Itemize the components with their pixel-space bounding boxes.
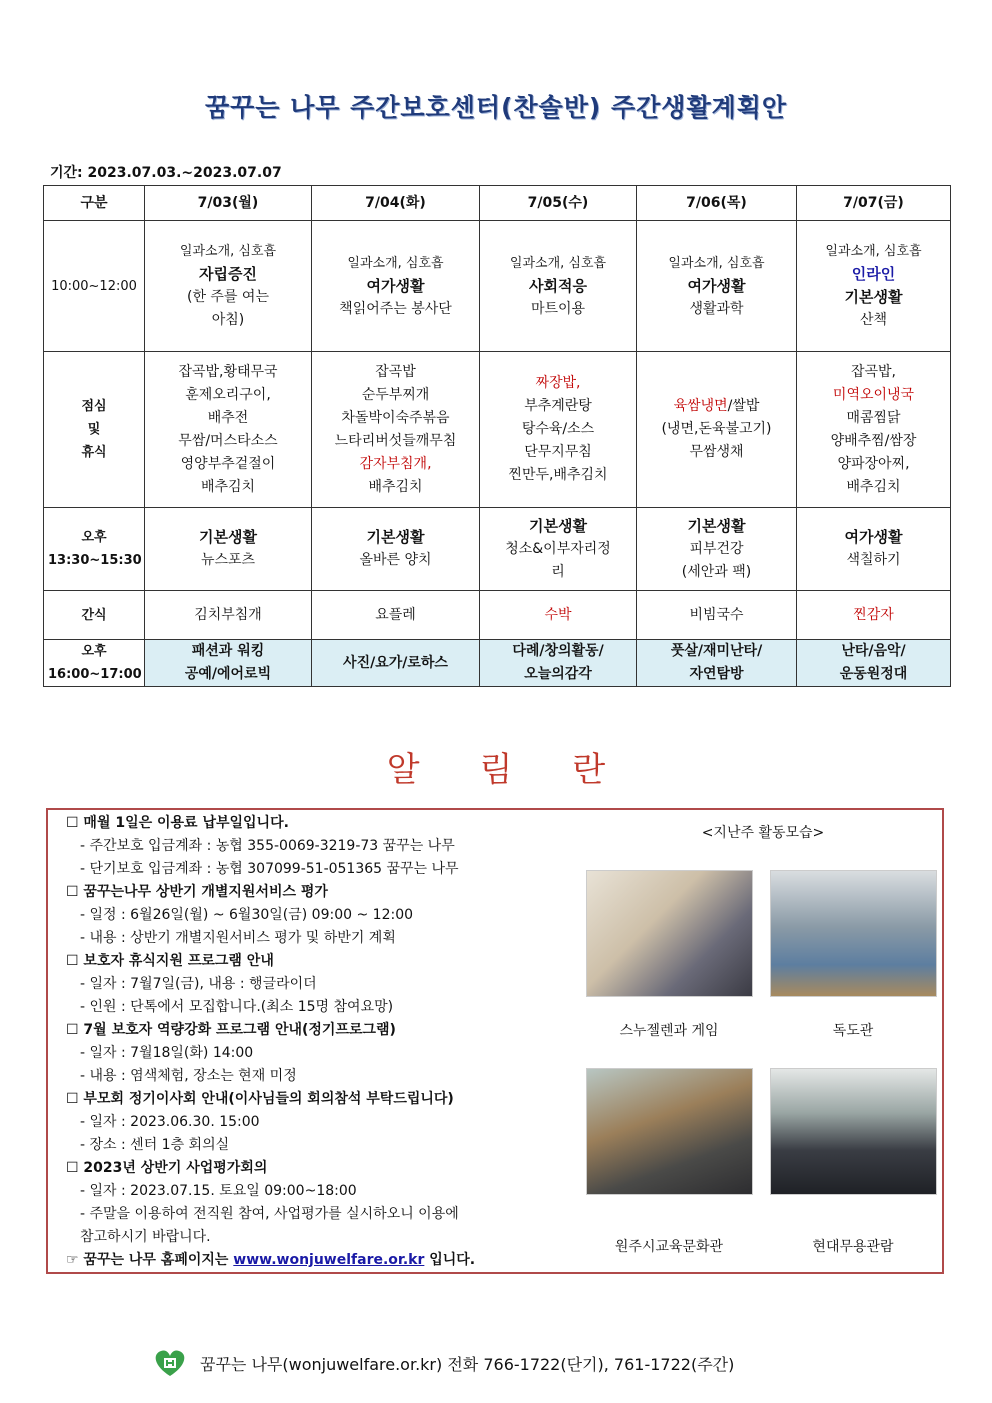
cell-line: 여가생활 bbox=[366, 276, 425, 295]
schedule-cell bbox=[480, 221, 637, 352]
cell-line: 운동원정대 bbox=[839, 666, 908, 682]
weekly-schedule-table bbox=[43, 185, 951, 687]
label-line: 점심 bbox=[81, 399, 107, 414]
afternoon-row bbox=[44, 508, 951, 591]
menu-line: 잡곡밥, bbox=[850, 363, 897, 380]
photo-caption: 원주시교육문화관 bbox=[614, 1239, 724, 1255]
morning-row bbox=[44, 221, 951, 352]
schedule-cell bbox=[480, 508, 637, 591]
cell-line: 생활과학 bbox=[689, 300, 744, 317]
notice-section: ☐ 7월 보호자 역량강화 프로그램 안내(정기프로그램) bbox=[66, 1022, 396, 1038]
notice-heading: 알림란 bbox=[386, 750, 666, 790]
menu-highlight: 육쌈냉면 bbox=[673, 398, 728, 414]
cell-line: 산책 bbox=[859, 312, 888, 328]
activity-photo-education-center bbox=[586, 1068, 753, 1195]
menu-line: 영양부추겉절이 bbox=[180, 455, 276, 472]
label-line: 16:00~17:00 bbox=[48, 667, 142, 682]
menu-line: 배추김치 bbox=[200, 478, 256, 495]
notice-section: ☐ 2023년 상반기 사업평가회의 bbox=[66, 1160, 268, 1176]
menu-line: 감자부침개, bbox=[359, 455, 432, 472]
cell-line: 뉴스포츠 bbox=[200, 552, 256, 568]
notice-item: - 일정 : 6월26일(월) ~ 6월30일(금) 09:00 ~ 12:00 bbox=[80, 907, 414, 923]
homepage-link[interactable]: www.wonjuwelfare.or.kr bbox=[233, 1252, 425, 1268]
cell-line: 여가생활 bbox=[844, 528, 903, 546]
header-cell: 7/07(금) bbox=[797, 186, 951, 221]
schedule-cell bbox=[312, 640, 480, 687]
cell-line: 청소&이부자리정 bbox=[505, 540, 611, 557]
header-cell: 7/03(월) bbox=[145, 186, 312, 221]
label-line: 13:30~15:30 bbox=[48, 553, 142, 568]
menu-line: 잡곡밥 bbox=[375, 363, 416, 380]
row-label bbox=[44, 352, 145, 508]
header-cell: 구분 bbox=[44, 186, 145, 221]
late-afternoon-row bbox=[44, 640, 951, 687]
lunch-row bbox=[44, 352, 951, 508]
schedule-cell bbox=[480, 352, 637, 508]
cell-line: (한 주를 여는 bbox=[187, 289, 269, 305]
schedule-cell: 수박 bbox=[480, 591, 637, 640]
schedule-cell: 요플레 bbox=[312, 591, 480, 640]
menu-line: 배추김치 bbox=[846, 478, 901, 495]
cell-line: 사회적응 bbox=[529, 276, 587, 295]
schedule-cell bbox=[312, 508, 480, 591]
label-line: 오후 bbox=[81, 644, 107, 659]
schedule-cell: 김치부침개 bbox=[145, 591, 312, 640]
notice-section: ☐ 꿈꾸는나무 상반기 개별지원서비스 평가 bbox=[66, 884, 328, 900]
cell-line: 여가생활 bbox=[687, 276, 746, 295]
header-cell: 7/06(목) bbox=[637, 186, 797, 221]
schedule-cell bbox=[145, 221, 312, 352]
cell-line: 아침) bbox=[211, 312, 245, 328]
label-line: 휴식 bbox=[81, 445, 107, 460]
notice-item: 참고하시기 바랍니다. bbox=[80, 1229, 211, 1245]
cell-line: 풋살/재미난타/ bbox=[670, 643, 763, 659]
cell-line: 사진/요가/로하스 bbox=[343, 654, 448, 671]
menu-line: 훈제오리구이, bbox=[185, 386, 271, 403]
cell-line: 리 bbox=[551, 563, 565, 580]
cell-line: 기본생활 bbox=[199, 528, 257, 546]
page-title: 꿈꾸는 나무 주간보호센터(찬솔반) 주간생활계획안 bbox=[204, 93, 788, 122]
header-cell: 7/04(화) bbox=[312, 186, 480, 221]
notice-section: ☐ 매월 1일은 이용료 납부일입니다. bbox=[66, 815, 289, 831]
menu-line: 미역오이냉국 bbox=[832, 386, 915, 403]
footer-text: 꿈꾸는 나무(wonjuwelfare.or.kr) 전화 766-1722(단기), 761-1722(주간) bbox=[200, 1354, 735, 1374]
cell-line: 공예/에어로빅 bbox=[184, 666, 272, 682]
notice-box bbox=[46, 808, 944, 1274]
cell-line: 일과소개, 심호흡 bbox=[347, 255, 444, 271]
cell-line: 자립증진 bbox=[199, 265, 257, 283]
menu-line: 부추계란탕 bbox=[524, 398, 592, 414]
activity-photo-dance bbox=[770, 1068, 937, 1195]
row-label: 간식 bbox=[44, 591, 145, 640]
notice-item: - 일자 : 7월18일(화) 14:00 bbox=[80, 1045, 254, 1061]
schedule-cell bbox=[145, 508, 312, 591]
menu-line: 단무지무침 bbox=[524, 444, 592, 460]
schedule-cell bbox=[637, 352, 797, 508]
menu-line: 차돌박이숙주볶음 bbox=[341, 409, 450, 426]
activity-photo-snoezelen bbox=[586, 870, 753, 997]
schedule-cell: 찐감자 bbox=[797, 591, 951, 640]
notice-item: - 일자 : 2023.06.30. 15:00 bbox=[80, 1114, 260, 1130]
schedule-cell bbox=[145, 640, 312, 687]
cell-line: 올바른 양치 bbox=[359, 552, 432, 568]
notice-item: - 내용 : 상반기 개별지원서비스 평가 및 하반기 계획 bbox=[80, 930, 396, 946]
schedule-cell bbox=[312, 352, 480, 508]
cell-line: 일과소개, 심호흡 bbox=[668, 255, 765, 271]
schedule-cell bbox=[312, 221, 480, 352]
menu-line: (냉면,돈육불고기) bbox=[661, 421, 772, 437]
label-line: 오후 bbox=[81, 530, 107, 545]
cell-line: 다례/창의활동/ bbox=[512, 643, 604, 659]
cell-line: 기본생활 bbox=[687, 516, 746, 535]
cell-line: 색칠하기 bbox=[846, 552, 901, 568]
row-label bbox=[44, 508, 145, 591]
footer bbox=[150, 1348, 850, 1378]
activity-photo-dokdo bbox=[770, 870, 937, 997]
cell-line: 기본생활 bbox=[366, 528, 425, 546]
schedule-cell bbox=[480, 640, 637, 687]
cell-line: 일과소개, 심호흡 bbox=[825, 244, 922, 259]
cell-line: 기본생활 bbox=[529, 516, 587, 535]
notice-section: ☐ 보호자 휴식지원 프로그램 안내 bbox=[66, 953, 274, 969]
cell-line: 마트이용 bbox=[530, 300, 586, 317]
header-cell: 7/05(수) bbox=[480, 186, 637, 221]
menu-line: 잡곡밥,황태무국 bbox=[178, 363, 278, 380]
cell-line: 책읽어주는 봉사단 bbox=[339, 300, 452, 317]
menu-line: 양파장아찌, bbox=[837, 455, 910, 472]
menu-line: 매콤찜닭 bbox=[846, 409, 901, 426]
label-line: 및 bbox=[87, 422, 101, 437]
photo-caption: 스누젤렌과 게임 bbox=[619, 1023, 719, 1039]
menu-line: 배추전 bbox=[207, 409, 249, 426]
notice-item: - 인원 : 단톡에서 모집합니다.(최소 15명 참여요망) bbox=[80, 999, 394, 1015]
photo-caption: 현대무용관람 bbox=[812, 1239, 894, 1255]
schedule-cell bbox=[145, 352, 312, 508]
schedule-cell bbox=[637, 508, 797, 591]
notice-item: - 내용 : 염색체험, 장소는 현재 미정 bbox=[80, 1068, 297, 1084]
period-label: 기간: 2023.07.03.~2023.07.07 bbox=[50, 165, 282, 181]
notice-item: - 단기보호 입금계좌 : 농협 307099-51-051365 꿈꾸는 나무 bbox=[80, 861, 459, 877]
notice-item: - 주말을 이용하여 전직원 참여, 사업평가를 실시하오니 이용에 bbox=[80, 1206, 459, 1222]
menu-line: 무쌈생채 bbox=[689, 444, 744, 460]
tree-logo-icon bbox=[150, 1348, 190, 1378]
schedule-cell: 비빔국수 bbox=[637, 591, 797, 640]
notice-item: - 주간보호 입금계좌 : 농협 355-0069-3219-73 꿈꾸는 나무 bbox=[80, 838, 455, 854]
menu-line: 양배추찜/쌈장 bbox=[830, 432, 917, 449]
notice-list bbox=[66, 812, 586, 1272]
row-label bbox=[44, 640, 145, 687]
cell-line: (세안과 팩) bbox=[681, 563, 752, 580]
snack-row bbox=[44, 591, 951, 640]
menu-line: 탕수육/소스 bbox=[521, 421, 595, 437]
menu-line: 순두부찌개 bbox=[361, 386, 430, 403]
cell-line: 인라인 bbox=[851, 265, 896, 283]
cell-line: 패션과 워킹 bbox=[191, 643, 265, 659]
cell-line: 일과소개, 심호흡 bbox=[179, 244, 277, 259]
menu-line: 짜장밥, bbox=[535, 375, 581, 391]
cell-line: 일과소개, 심호흡 bbox=[509, 255, 607, 271]
schedule-cell bbox=[797, 352, 951, 508]
notice-item: - 일자 : 2023.07.15. 토요일 09:00~18:00 bbox=[80, 1183, 357, 1199]
row-label: 10:00~12:00 bbox=[44, 221, 145, 352]
homepage-line bbox=[66, 1249, 586, 1272]
schedule-cell bbox=[797, 640, 951, 687]
photo-caption: 독도관 bbox=[832, 1023, 874, 1039]
schedule-cell bbox=[637, 640, 797, 687]
cell-line: 자연탐방 bbox=[689, 666, 744, 682]
schedule-cell bbox=[797, 508, 951, 591]
menu-line: 찐만두,배추김치 bbox=[508, 467, 608, 483]
cell-line: 난타/음악/ bbox=[841, 643, 906, 659]
menu-line: 느타리버섯들깨무침 bbox=[334, 432, 457, 449]
schedule-cell bbox=[637, 221, 797, 352]
cell-line: 기본생활 bbox=[844, 288, 903, 306]
cell-line: 오늘의감각 bbox=[524, 666, 592, 682]
homepage-prefix: ☞ 꿈꾸는 나무 홈페이지는 bbox=[66, 1252, 234, 1268]
homepage-suffix: 입니다. bbox=[424, 1252, 476, 1268]
notice-item: - 일자 : 7월7일(금), 내용 : 행글라이더 bbox=[80, 976, 317, 992]
menu-line: 배추김치 bbox=[368, 478, 423, 495]
schedule-cell bbox=[797, 221, 951, 352]
photos-caption: <지난주 활동모습> bbox=[701, 825, 825, 841]
schedule-header-row bbox=[44, 186, 951, 221]
menu-line bbox=[641, 395, 792, 418]
menu-line: 무쌈/머스타소스 bbox=[178, 432, 278, 449]
menu-text: /쌀밥 bbox=[727, 398, 760, 414]
notice-section: ☐ 부모회 정기이사회 안내(이사님들의 회의참석 부탁드립니다) bbox=[66, 1091, 454, 1107]
cell-line: 피부건강 bbox=[689, 540, 744, 557]
notice-item: - 장소 : 센터 1층 회의실 bbox=[80, 1137, 230, 1153]
